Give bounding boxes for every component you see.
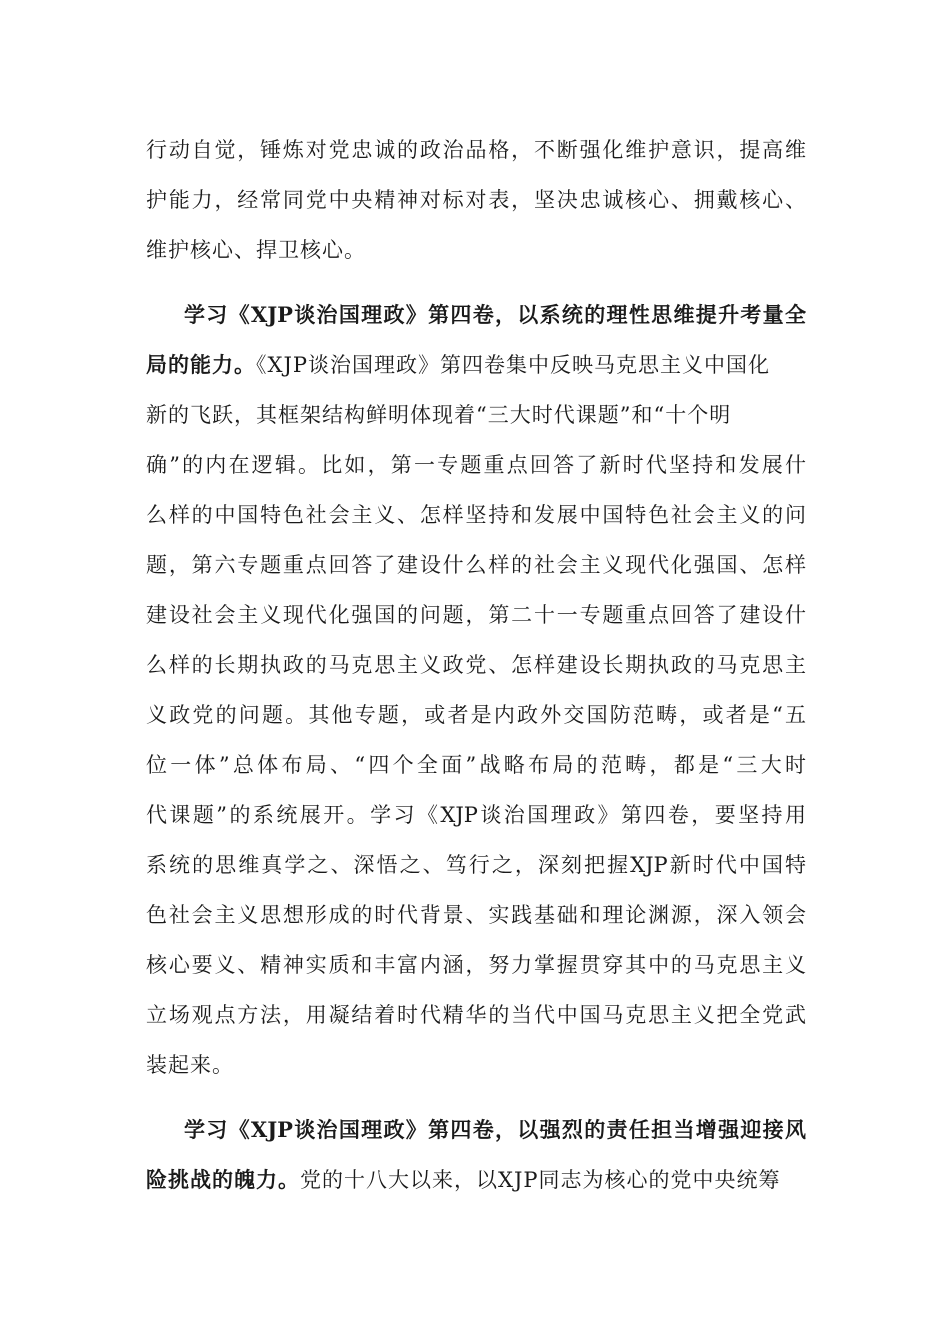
paragraph-line: 装起来。 [146, 1053, 234, 1077]
paragraph-line: 么样的中国特色社会主义、怎样坚持和发展中国特色社会主义的问 [146, 503, 806, 527]
paragraph-line: 么样的长期执政的马克思主义政党、怎样建设长期执政的马克思主 [146, 653, 806, 677]
paragraph-line: 行动自觉，锤炼对党忠诚的政治品格，不断强化维护意识，提高维 [146, 138, 806, 162]
paragraph-line: 系统的思维真学之、深悟之、笃行之，深刻把握XJP新时代中国特 [146, 853, 806, 877]
section-heading-tail: 险挑战的魄力。 [146, 1167, 300, 1192]
section-heading: 学习《XJP谈治国理政》第四卷，以强烈的责任担当增强迎接风 [184, 1117, 806, 1142]
paragraph-line: 建设社会主义现代化强国的问题，第二十一专题重点回答了建设什 [146, 603, 806, 627]
paragraph-line: 核心要义、精神实质和丰富内涵，努力掌握贯穿其中的马克思主义 [146, 953, 806, 977]
paragraph-text: 《XJP谈治国理政》第四卷集中反映马克思主义中国化 [256, 353, 770, 377]
paragraph-line [146, 1165, 806, 1195]
paragraph-line: 义政党的问题。其他专题，或者是内政外交国防范畴，或者是“五 [146, 703, 806, 727]
paragraph-line: 立场观点方法，用凝结着时代精华的当代中国马克思主义把全党武 [146, 1003, 806, 1027]
paragraph-line: 色社会主义思想形成的时代背景、实践基础和理论渊源，深入领会 [146, 903, 806, 927]
paragraph-line: 题，第六专题重点回答了建设什么样的社会主义现代化强国、怎样 [146, 553, 806, 577]
paragraph-line: 确”的内在逻辑。比如，第一专题重点回答了新时代坚持和发展什 [146, 453, 806, 477]
paragraph-line: 代课题”的系统展开。学习《XJP谈治国理政》第四卷，要坚持用 [146, 803, 806, 827]
paragraph-line: 维护核心、捍卫核心。 [146, 238, 366, 262]
paragraph-line [146, 350, 806, 380]
paragraph-line: 护能力，经常同党中央精神对标对表，坚决忠诚核心、拥戴核心、 [146, 188, 806, 212]
paragraph-line: 位一体”总体布局、“四个全面”战略布局的范畴，都是“三大时 [146, 753, 806, 777]
section-heading: 学习《XJP谈治国理政》第四卷，以系统的理性思维提升考量全 [184, 302, 806, 327]
paragraph-line: 新的飞跃，其框架结构鲜明体现着“三大时代课题”和“十个明 [146, 403, 732, 427]
section-heading-tail: 局的能力。 [146, 352, 256, 377]
paragraph-text: 党的十八大以来，以XJP同志为核心的党中央统筹 [300, 1168, 781, 1192]
